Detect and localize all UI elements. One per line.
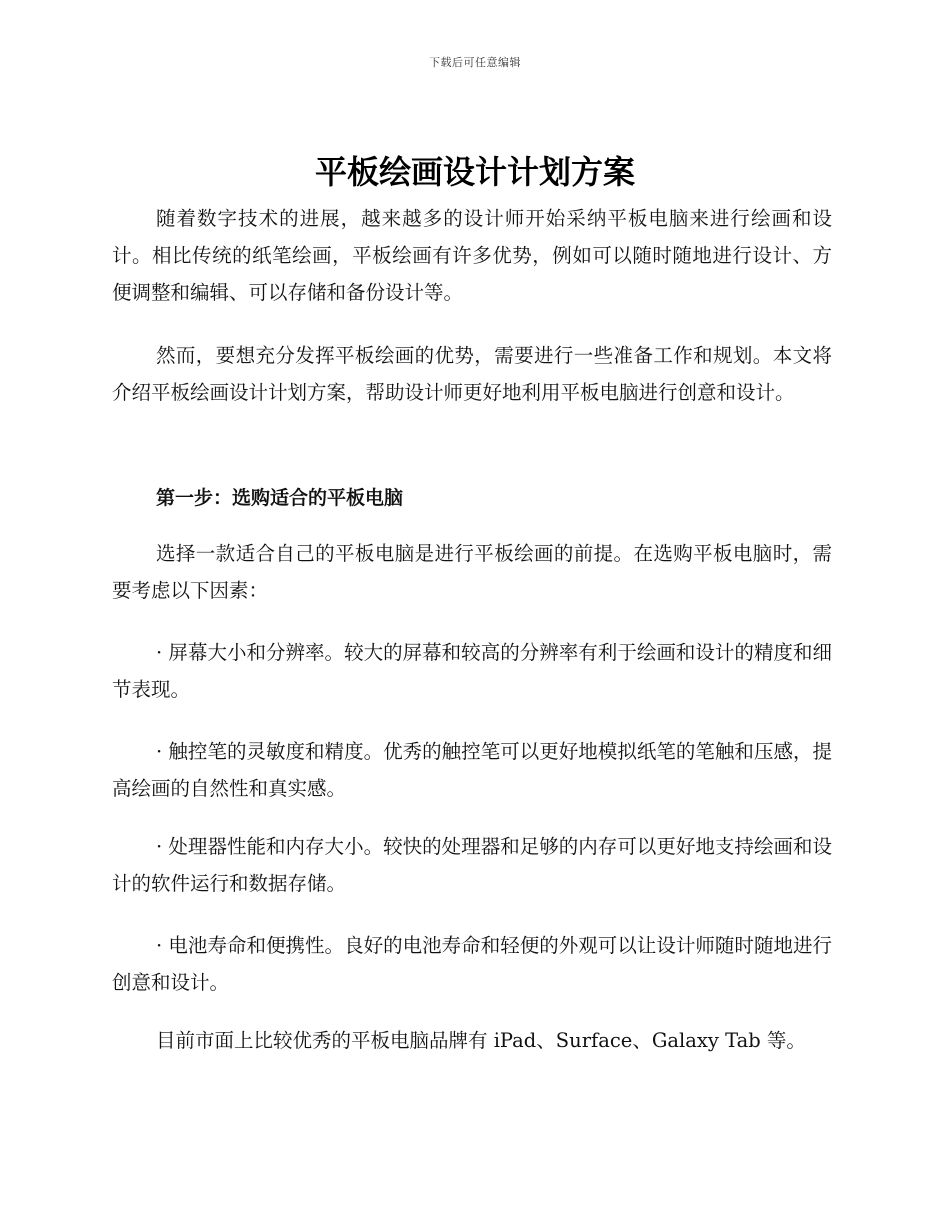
paragraph-selection-intro: 选择一款适合自己的平板电脑是进行平板绘画的前提。在选购平板电脑时，需要考虑以下因素： bbox=[112, 542, 832, 602]
section-heading: 第一步：选购适合的平板电脑 bbox=[156, 487, 404, 509]
list-item: · 电池寿命和便携性。良好的电池寿命和轻便的外观可以让设计师随时随地进行创意和设计。 bbox=[112, 934, 832, 994]
list-item: · 触控笔的灵敏度和精度。优秀的触控笔可以更好地模拟纸笔的笔触和压感，提高绘画的自然性和真实感。 bbox=[112, 740, 832, 800]
page-title: 平板绘画设计计划方案 bbox=[314, 153, 635, 191]
list-item: · 屏幕大小和分辨率。较大的屏幕和较高的分辨率有利于绘画和设计的精度和细节表现。 bbox=[112, 641, 832, 701]
header-note: 下载后可任意编辑 bbox=[429, 56, 521, 69]
list-item: · 处理器性能和内存大小。较快的处理器和足够的内存可以更好地支持绘画和设计的软件运行和数据存储。 bbox=[112, 835, 832, 895]
paragraph-purpose: 然而，要想充分发挥平板绘画的优势，需要进行一些准备工作和规划。本文将介绍平板绘画设计计划方案，帮助设计师更好地利用平板电脑进行创意和设计。 bbox=[112, 344, 832, 404]
paragraph-closing: 目前市面上比较优秀的平板电脑品牌有 iPad、Surface、Galaxy Tab 等。 bbox=[156, 1029, 806, 1052]
paragraph-intro: 随着数字技术的进展，越来越多的设计师开始采纳平板电脑来进行绘画和设计。相比传统的纸笔绘画，平板绘画有许多优势，例如可以随时随地进行设计、方便调整和编辑、可以存储和备份设计等。 bbox=[112, 207, 832, 304]
